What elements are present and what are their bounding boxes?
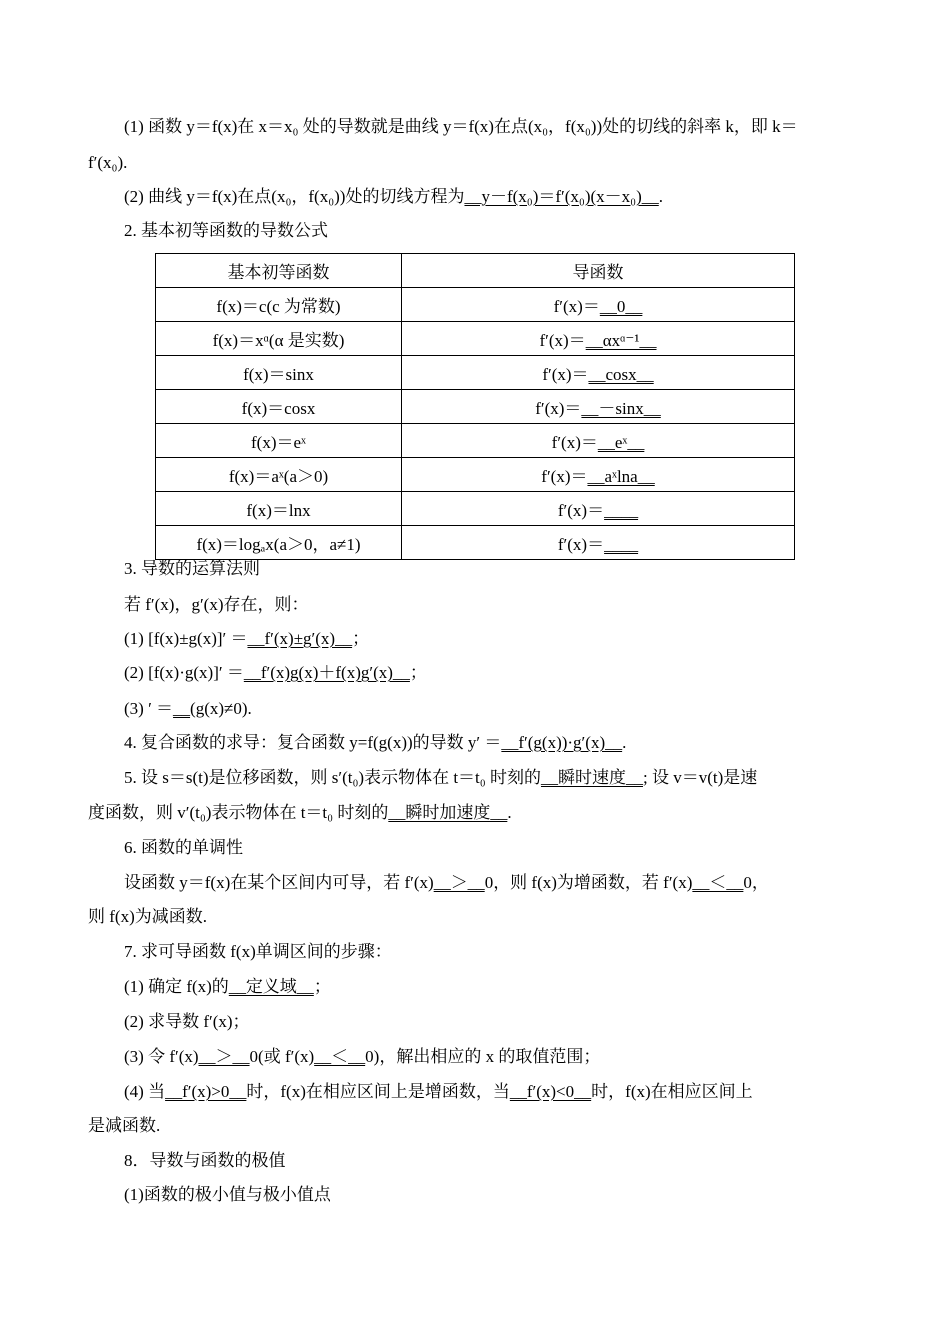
- table-answer: __αxᵅ⁻¹__: [585, 331, 657, 350]
- velocity-answer: __瞬时速度__: [540, 768, 643, 787]
- table-row: [156, 390, 795, 424]
- table-cell-derivative: f′(x)＝__－sinx__: [402, 390, 795, 424]
- table-row: [156, 322, 795, 356]
- section-6-line-2: 则 f(x)为减函数.: [88, 907, 207, 926]
- section-6-line-1: 设函数 y＝f(x)在某个区间内可导，若 f′(x)__＞__0，则 f(x)为增函数，若 f′(x)__＜__0，: [124, 873, 769, 892]
- para-1-line-1: (1) 函数 y＝f(x)在 x＝x₀ 处的导数就是曲线 y＝f(x)在点(x₀，f(x₀))处的切线的斜率 k，即 k＝: [124, 117, 798, 136]
- section-8-subtitle: (1)函数的极小值与极小值点: [124, 1185, 331, 1204]
- step-3-gt-answer: __＞__: [198, 1047, 250, 1066]
- table-cell-function: f(x)＝logₐx(a＞0，a≠1): [156, 526, 402, 560]
- table-answer: __cosx__: [588, 365, 654, 384]
- table-cell-derivative: f′(x)＝____: [402, 526, 795, 560]
- step-4-line-1: (4) 当__f′(x)>0__时，f(x)在相应区间上是增函数，当__f′(x)<0__时，f(x)在相应区间上: [124, 1082, 753, 1101]
- table-cell-function: f(x)＝c(c 为常数): [156, 288, 402, 322]
- domain-answer: __定义域__: [228, 977, 314, 996]
- para-2: [124, 186, 663, 208]
- chain-rule-answer: __f′(g(x))·g′(x)__: [501, 733, 623, 752]
- table-cell-derivative: f′(x)＝__eˣ__: [402, 424, 795, 458]
- table-cell-derivative: f′(x)＝__αxᵅ⁻¹__: [402, 322, 795, 356]
- section-8-title: 8．导数与函数的极值: [124, 1151, 286, 1170]
- rule-quotient: (3) ′ ＝__(g(x)≠0).: [124, 699, 252, 718]
- table-row: [156, 458, 795, 492]
- para-2-end: .: [658, 187, 664, 206]
- table-header-function: 基本初等函数: [156, 254, 402, 288]
- para-2-text: (2) 曲线 y＝f(x)在点(x₀，f(x₀))处的切线方程为: [124, 187, 465, 206]
- section-7-title: 7. 求可导函数 f(x)单调区间的步骤：: [124, 942, 392, 961]
- table-row: [156, 424, 795, 458]
- rule-quotient-answer: __: [173, 699, 191, 718]
- section-2-title: 2. 基本初等函数的导数公式: [124, 221, 328, 240]
- table-answer: __eˣ__: [597, 433, 645, 452]
- table-row: [156, 492, 795, 526]
- table-cell-derivative: f′(x)＝__aˣlna__: [402, 458, 795, 492]
- decreasing-answer: __＜__: [692, 873, 744, 892]
- step-3: (3) 令 f′(x)__＞__0(或 f′(x)__＜__0)，解出相应的 x 的取值范围；: [124, 1047, 601, 1066]
- table-cell-function: f(x)＝eˣ: [156, 424, 402, 458]
- section-3-title: 3. 导数的运算法则: [124, 559, 260, 578]
- table-answer: ____: [604, 535, 639, 554]
- table-cell-derivative: f′(x)＝____: [402, 492, 795, 526]
- table-row: [156, 356, 795, 390]
- table-answer: ____: [604, 501, 639, 520]
- section-6-title: 6. 函数的单调性: [124, 838, 243, 857]
- table-row: [156, 288, 795, 322]
- section-5-line-2: 度函数，则 v′(t₀)表示物体在 t＝t₀ 时刻的__瞬时加速度__.: [88, 803, 512, 822]
- step-3-lt-answer: __＜__: [314, 1047, 366, 1066]
- rule-sum: (1) [f(x)±g(x)]′ ＝__f′(x)±g′(x)__；: [124, 629, 370, 648]
- increasing-answer: __＞__: [433, 873, 485, 892]
- step-1: (1) 确定 f(x)的__定义域__；: [124, 977, 331, 996]
- step-4-increase-answer: __f′(x)>0__: [165, 1082, 247, 1101]
- step-4-line-2: 是减函数.: [88, 1116, 161, 1135]
- table-cell-function: f(x)＝aˣ(a＞0): [156, 458, 402, 492]
- table-header-derivative: 导函数: [402, 254, 795, 288]
- derivative-table: [155, 253, 795, 560]
- section-5-line-1: 5. 设 s＝s(t)是位移函数，则 s′(t₀)表示物体在 t＝t₀ 时刻的__瞬时速度__; 设 v＝v(t)是速: [124, 768, 758, 787]
- table-cell-function: f(x)＝lnx: [156, 492, 402, 526]
- table-cell-function: f(x)＝cosx: [156, 390, 402, 424]
- table-answer: __0__: [599, 297, 643, 316]
- table-answer: __aˣlna__: [587, 467, 655, 486]
- table-cell-derivative: f′(x)＝__cosx__: [402, 356, 795, 390]
- section-4: 4. 复合函数的求导：复合函数 y=f(g(x))的导数 y′ ＝__f′(g(x))·g′(x)__.: [124, 733, 627, 752]
- table-answer: __－sinx__: [581, 399, 661, 418]
- table-cell-function: f(x)＝sinx: [156, 356, 402, 390]
- table-cell-function: f(x)＝xᵅ(α 是实数): [156, 322, 402, 356]
- section-3-condition: 若 f′(x)，g′(x)存在，则：: [124, 595, 309, 614]
- acceleration-answer: __瞬时加速度__: [388, 803, 508, 822]
- step-2: (2) 求导数 f′(x)；: [124, 1012, 250, 1031]
- rule-product: (2) [f(x)·g(x)]′ ＝__f′(x)g(x)＋f(x)g′(x)__；: [124, 663, 427, 682]
- step-4-decrease-answer: __f′(x)<0__: [509, 1082, 592, 1101]
- table-row: [156, 526, 795, 560]
- tangent-line-answer: __y－f(x₀)＝f′(x₀)(x－x₀)__: [464, 187, 659, 206]
- para-1-line-2: f′(x₀).: [88, 153, 128, 172]
- table-cell-derivative: f′(x)＝__0__: [402, 288, 795, 322]
- table-header-row: [156, 254, 795, 288]
- rule-product-answer: __f′(x)g(x)＋f(x)g′(x)__: [243, 663, 410, 682]
- rule-sum-answer: __f′(x)±g′(x)__: [247, 629, 353, 648]
